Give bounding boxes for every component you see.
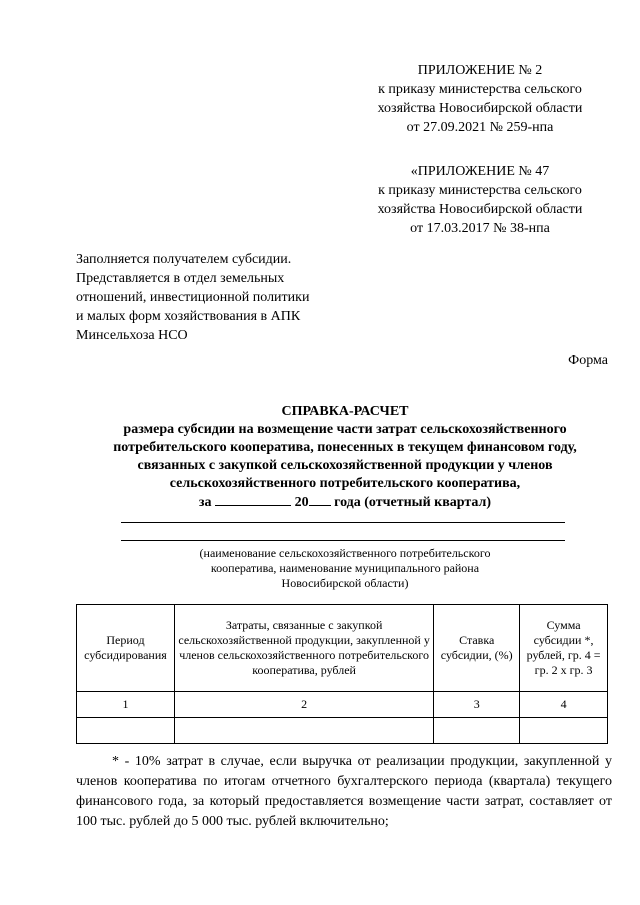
title-heading: СПРАВКА-РАСЧЕТ — [281, 404, 409, 419]
period-line — [70, 493, 620, 512]
column-number: 3 — [434, 692, 520, 718]
note-line: Представляется в отдел земельных — [76, 271, 285, 286]
input-cell[interactable] — [174, 718, 433, 744]
note-line: и малых форм хозяйствования в АПК — [76, 309, 301, 324]
caption-line: кооператива, наименование муниципального района — [210, 561, 480, 575]
input-cell[interactable] — [434, 718, 520, 744]
column-number-row — [77, 692, 608, 718]
title-line: сельскохозяйственного потребительского кооператива, — [169, 476, 521, 491]
appendix-47-date: от 17.03.2017 № 38-нпа — [410, 221, 550, 236]
period-year: 20 — [294, 495, 309, 510]
column-number: 1 — [77, 692, 175, 718]
footnote: * - 10% затрат в случае, если выручка от реализации продукции, закупленной у членов кооператива по итогам отчетного бухгалтерского периода (квартала) текущего финансового года, за который предоставляется возмещение части затрат, составляет от 100 тыс. рублей до 5 000 тыс. рублей включительно; — [76, 754, 612, 829]
quarter-blank-field[interactable] — [215, 493, 291, 506]
title-line: размера субсидии на возмещение части затрат сельскохозяйственного — [123, 422, 567, 437]
cooperative-name-line[interactable] — [121, 540, 565, 541]
note-line: Минсельхоза НСО — [76, 328, 188, 343]
header-cell: Ставка субсидии, (%) — [434, 605, 520, 692]
appendix-47-line: хозяйства Новосибирской области — [377, 202, 583, 217]
caption-line: (наименование сельскохозяйственного потребительского — [199, 546, 491, 560]
header-cell: Период субсидирования — [77, 605, 175, 692]
cooperative-name-line[interactable] — [121, 522, 565, 523]
period-suffix: года (отчетный квартал) — [334, 495, 492, 510]
table-header-row — [77, 605, 608, 692]
appendix-2-line: к приказу министерства сельского — [378, 82, 582, 97]
appendix-47-header — [355, 162, 605, 238]
header-cell: Затраты, связанные с закупкой сельскохозяйственной продукции, закупленной у членов сельскохозяйственного потребительского кооператива, рублей — [174, 605, 433, 692]
table-row — [77, 718, 608, 744]
appendix-2-date: от 27.09.2021 № 259-нпа — [406, 120, 554, 135]
appendix-47-title: «ПРИЛОЖЕНИЕ № 47 — [410, 164, 550, 179]
document-title — [70, 403, 620, 512]
calculation-table — [76, 604, 608, 744]
header-cell: Сумма субсидии *, рублей, гр. 4 = гр. 2 х гр. 3 — [520, 605, 608, 692]
input-cell[interactable] — [77, 718, 175, 744]
appendix-2-title: ПРИЛОЖЕНИЕ № 2 — [417, 63, 543, 78]
appendix-47-line: к приказу министерства сельского — [378, 183, 582, 198]
title-line: связанных с закупкой сельскохозяйственной продукции у членов — [137, 458, 553, 473]
year-blank-field[interactable] — [309, 493, 331, 506]
appendix-2-line: хозяйства Новосибирской области — [377, 101, 583, 116]
title-line: потребительского кооператива, понесенных в текущем финансовом году, — [113, 440, 577, 455]
column-number: 4 — [520, 692, 608, 718]
name-caption — [150, 546, 540, 591]
note-line: отношений, инвестиционной политики — [76, 290, 310, 305]
period-prefix: за — [198, 495, 212, 510]
note-line: Заполняется получателем субсидии. — [76, 252, 292, 267]
form-label: Форма — [568, 353, 608, 368]
submission-note — [76, 250, 376, 345]
column-number: 2 — [174, 692, 433, 718]
input-cell[interactable] — [520, 718, 608, 744]
caption-line: Новосибирской области) — [281, 576, 409, 590]
appendix-2-header — [355, 61, 605, 137]
